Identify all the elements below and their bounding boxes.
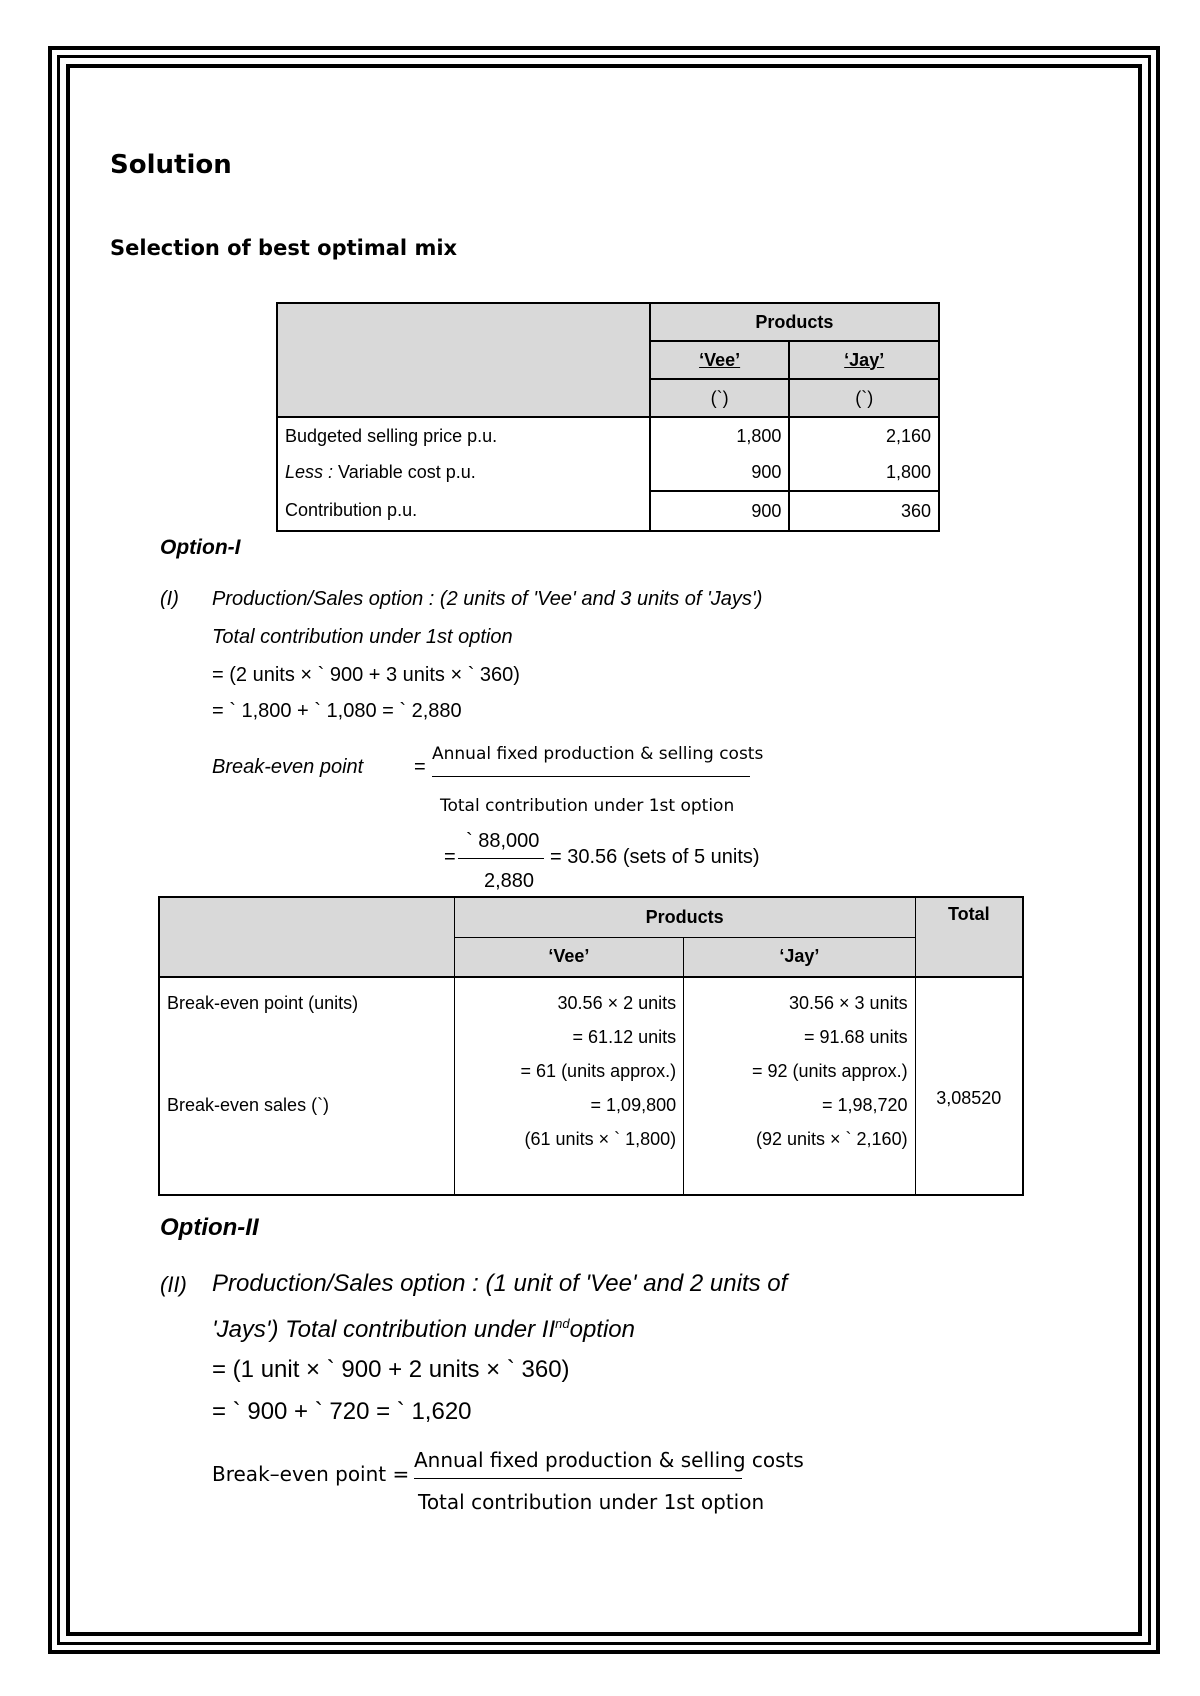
option2-line4: = ` 900 + ` 720 = ` 1,620 xyxy=(212,1398,472,1425)
jay-line: 30.56 × 3 units xyxy=(788,993,908,1013)
row-jay-value: 360 xyxy=(789,491,939,531)
table-corner-cell xyxy=(277,303,650,417)
row-label: Less : Variable cost p.u. xyxy=(277,454,650,491)
label-bep-units: Break-even point (units) xyxy=(167,993,359,1013)
row-vee-value: 900 xyxy=(650,491,790,531)
row-label: Budgeted selling price p.u. xyxy=(277,417,650,454)
vee-line: 30.56 × 2 units xyxy=(557,993,677,1013)
option1-calc-denominator: 2,880 xyxy=(484,870,535,892)
table-row xyxy=(277,417,939,454)
col-vee-header: ‘Vee’ xyxy=(454,937,683,977)
vee-line: = 1,09,800 xyxy=(590,1095,677,1115)
option2-line1: Production/Sales option : (1 unit of 'Vee' and 2 units of xyxy=(212,1270,788,1297)
row-labels xyxy=(159,977,454,1195)
col-jay-header: ‘Jay’ xyxy=(789,341,939,379)
page-title: Solution xyxy=(110,150,232,180)
vee-line: (61 units × ` 1,800) xyxy=(524,1129,677,1149)
fraction-bar xyxy=(432,776,750,777)
row-jay-value: 2,160 xyxy=(789,417,939,454)
col-vee-header: ‘Vee’ xyxy=(650,341,790,379)
option2-line2: 'Jays') Total contribution under IIndoption xyxy=(212,1316,635,1343)
fraction-bar xyxy=(414,1478,742,1479)
option1-line2: Total contribution under 1st option xyxy=(212,626,513,648)
break-even-table xyxy=(158,896,1024,1196)
total-header: Total xyxy=(915,897,1023,977)
label-bep-sales: Break-even sales (`) xyxy=(167,1095,330,1115)
option1-heading: Option-I xyxy=(160,536,241,559)
option1-calc-numerator: ` 88,000 xyxy=(466,830,540,852)
fraction-bar xyxy=(458,858,544,859)
option2-bep-label: Break–even point = xyxy=(212,1462,410,1486)
jay-line: = 91.68 units xyxy=(803,1027,908,1047)
row-vee-value: 1,800 xyxy=(650,417,790,454)
total-sales: 3,08520 xyxy=(915,977,1023,1195)
jay-values xyxy=(684,977,915,1195)
products-header: Products xyxy=(650,303,939,341)
row-label: Contribution p.u. xyxy=(277,491,650,531)
vee-line: = 61 (units approx.) xyxy=(520,1061,677,1081)
table-row xyxy=(277,454,939,491)
option2-marker: (II) xyxy=(160,1272,187,1297)
row-jay-value: 1,800 xyxy=(789,454,939,491)
products-header: Products xyxy=(454,897,915,937)
option2-bep-numerator: Annual fixed production & selling costs xyxy=(414,1448,804,1472)
option2-heading: Option-II xyxy=(160,1214,259,1241)
jay-line: = 92 (units approx.) xyxy=(751,1061,908,1081)
option1-line3: = (2 units × ` 900 + 3 units × ` 360) xyxy=(212,664,520,686)
contribution-table xyxy=(276,302,940,532)
unit-vee: (`) xyxy=(650,379,790,417)
option1-bep-numerator: Annual fixed production & selling costs xyxy=(432,744,764,764)
vee-line: = 61.12 units xyxy=(572,1027,677,1047)
vee-values xyxy=(454,977,683,1195)
jay-line: (92 units × ` 2,160) xyxy=(755,1129,908,1149)
option2-bep-denominator: Total contribution under 1st option xyxy=(418,1490,765,1514)
option1-bep-denominator: Total contribution under 1st option xyxy=(440,796,735,816)
option2-line3: = (1 unit × ` 900 + 2 units × ` 360) xyxy=(212,1356,570,1383)
option1-marker: (I) xyxy=(160,588,179,610)
option1-calc-result: = 30.56 (sets of 5 units) xyxy=(550,846,760,868)
table-corner-cell xyxy=(159,897,454,977)
table-row xyxy=(277,491,939,531)
option1-line4: = ` 1,800 + ` 1,080 = ` 2,880 xyxy=(212,700,462,722)
option1-calc-equals: = xyxy=(444,846,456,868)
section-subtitle: Selection of best optimal mix xyxy=(110,236,458,260)
row-vee-value: 900 xyxy=(650,454,790,491)
option1-bep-equals: = xyxy=(414,756,426,778)
option1-line1: Production/Sales option : (2 units of 'Vee' and 3 units of 'Jays') xyxy=(212,588,763,610)
option1-bep-label: Break-even point xyxy=(212,756,364,778)
jay-line: = 1,98,720 xyxy=(821,1095,908,1115)
col-jay-header: ‘Jay’ xyxy=(684,937,915,977)
unit-jay: (`) xyxy=(789,379,939,417)
